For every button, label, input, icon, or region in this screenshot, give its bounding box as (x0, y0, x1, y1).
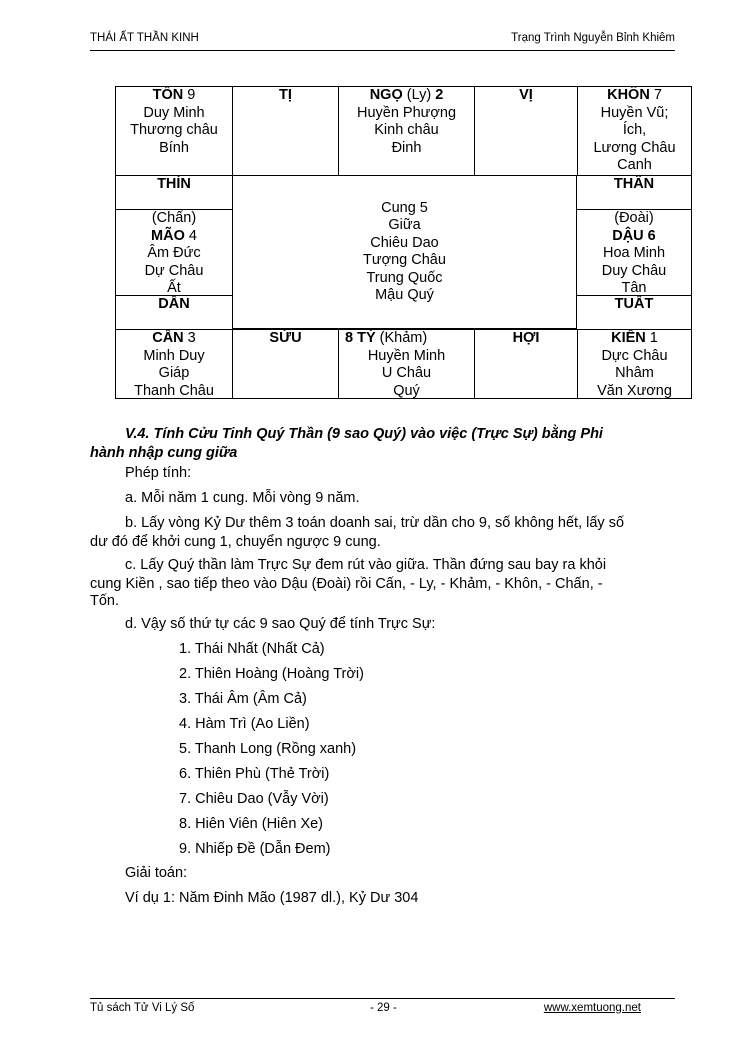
list-item: 2. Thiên Hoàng (Hoàng Trời) (179, 666, 364, 682)
ton-line: Duy Minh (143, 104, 205, 121)
dan-name: DẦN (158, 296, 190, 312)
khon-name: KHÔN (607, 87, 650, 103)
center-line: Mậu Quý (375, 287, 434, 303)
can-line: Minh Duy (143, 347, 205, 364)
list-item: 1. Thái Nhất (Nhất Cả) (179, 641, 325, 657)
ty-line: Huyền Minh (367, 347, 446, 364)
list-item: 8. Hiên Viên (Hiên Xe) (179, 816, 324, 832)
kien-line: Dực Châu (601, 347, 668, 364)
paragraph: Tốn. (90, 593, 120, 609)
ton-name: TỐN (152, 87, 184, 103)
cell-dan (116, 295, 232, 329)
mao-line: Ất (167, 280, 181, 295)
mao-num: 4 (184, 227, 197, 244)
paragraph: cung Kiền , sao tiếp theo vào Dậu (Đoài) rồi Cấn, - Ly, - Khảm, - Khôn, - Chấn, - (90, 576, 603, 592)
paragraph: d. Vậy số thứ tự các 9 sao Quý để tính Trực Sự: (125, 616, 436, 632)
ngo-line: Huyền Phượng (356, 104, 457, 121)
paragraph: Ví dụ 1: Năm Đinh Mão (1987 dl.), Kỷ Dư 304 (125, 890, 419, 906)
section-heading (90, 425, 675, 463)
tuat-name: TUẤT (614, 296, 654, 312)
dau-line: Duy Châu (601, 262, 667, 279)
hoi-name: HỢI (512, 330, 540, 346)
ngo-num: 2 (435, 87, 444, 103)
mao-name: MÃO (151, 227, 185, 244)
paragraph: a. Mỗi năm 1 cung. Mỗi vòng 9 năm. (125, 490, 360, 506)
paragraph: Phép tính: (125, 465, 192, 481)
cell-hoi (474, 329, 577, 399)
palace-table (115, 86, 692, 399)
dau-line: Hoa Minh (602, 245, 666, 261)
ty-name: 8 TÝ (345, 330, 376, 346)
list-item: 9. Nhiếp Đề (Dẫn Đem) (179, 841, 331, 857)
ngo-line: Đinh (391, 139, 422, 156)
khon-line: Lương Châu (593, 139, 676, 156)
cell-ton (116, 87, 232, 175)
list-item: 6. Thiên Phù (Thẻ Trời) (179, 766, 330, 782)
ty-trigram: (Khảm) (375, 330, 428, 346)
ton-line: Thương châu (130, 122, 218, 138)
center-line: Chiêu Dao (370, 234, 439, 251)
cell-ti (232, 87, 338, 175)
kien-num: 1 (645, 330, 658, 346)
kien-line: Văn Xương (597, 382, 672, 399)
mao-line: Dự Châu (144, 262, 204, 279)
can-num: 3 (183, 330, 196, 346)
ty-line: U Châu (381, 365, 432, 381)
cell-than (577, 175, 691, 209)
center-line: Tượng Châu (363, 252, 446, 268)
footer-website-link[interactable]: www.xemtuong.net (543, 1002, 641, 1014)
cell-kien (577, 329, 691, 399)
mao-line: Âm Đức (147, 245, 201, 261)
cell-center (232, 175, 577, 329)
can-name: CẤN (152, 330, 184, 346)
center-line: Trung Quốc (366, 269, 443, 286)
ngo-name: NGỌ (369, 87, 403, 103)
dau-num: 6 (643, 227, 656, 244)
cell-thin (116, 175, 232, 209)
cell-vi (474, 87, 577, 175)
can-line: Thanh Châu (134, 382, 214, 399)
mao-trigram: (Chấn) (151, 210, 197, 226)
ngo-line: Kinh châu (374, 122, 439, 138)
cell-mao (116, 209, 232, 295)
ty-line: Quý (393, 382, 420, 399)
paragraph: b. Lấy vòng Kỷ Dư thêm 3 toán doanh sai, trừ dần cho 9, số không hết, lấy số (125, 515, 625, 531)
than-name: THÂN (613, 176, 655, 192)
cell-can (116, 329, 232, 399)
list-item: 4. Hàm Trì (Ao Liền) (179, 716, 310, 732)
page-number: - 29 - (370, 1002, 397, 1014)
page-footer (90, 998, 675, 1019)
thin-name: THÌN (157, 176, 191, 192)
ti-name: TỊ (279, 87, 292, 103)
vi-name: VỊ (519, 87, 533, 103)
ton-num: 9 (183, 87, 196, 103)
footer-series: Tủ sách Tử Vi Lý Số (90, 1002, 195, 1014)
cell-ty (338, 329, 474, 399)
suu-name: SỬU (269, 330, 302, 346)
list-item: 3. Thái Âm (Âm Cả) (179, 691, 307, 707)
dau-name: DẬU (612, 227, 644, 244)
cell-dau (577, 209, 691, 295)
paragraph: c. Lấy Quý thần làm Trực Sự đem rút vào giữa. Thần đứng sau bay ra khỏi (125, 557, 607, 573)
page-header (90, 32, 675, 51)
khon-line: Canh (617, 157, 652, 173)
header-title: THÁI ẤT THẦN KINH (90, 32, 199, 44)
list-item: 7. Chiêu Dao (Vẫy Vời) (179, 791, 329, 807)
heading-line: hành nhập cung giữa (90, 445, 238, 461)
paragraph: dư đó để khởi cung 1, chuyển ngược 9 cung. (90, 534, 381, 550)
ton-line: Bính (159, 139, 189, 156)
heading-line: V.4. Tính Cửu Tinh Quý Thần (9 sao Quý) vào việc (Trực Sự) bằng Phi (125, 426, 603, 442)
paragraph: Giải toán: (125, 865, 188, 881)
khon-line: Ích, (622, 122, 647, 138)
cell-suu (232, 329, 338, 399)
kien-line: Nhâm (615, 365, 654, 381)
dau-line: Tân (621, 280, 647, 295)
cell-ngo (338, 87, 474, 175)
center-line: Cung 5 (381, 199, 428, 216)
khon-line: Huyền Vũ; (600, 104, 669, 121)
list-item: 5. Thanh Long (Rồng xanh) (179, 741, 357, 757)
can-line: Giáp (158, 365, 190, 381)
header-author: Trạng Trình Nguyễn Bỉnh Khiêm (511, 32, 675, 44)
dau-trigram: (Đoài) (614, 210, 654, 226)
kien-name: KIỀN (611, 330, 646, 346)
cell-tuat (577, 295, 691, 329)
khon-num: 7 (649, 87, 662, 103)
center-line: Giữa (388, 217, 421, 233)
cell-khon (577, 87, 691, 175)
ngo-trigram: (Ly) (402, 87, 436, 103)
